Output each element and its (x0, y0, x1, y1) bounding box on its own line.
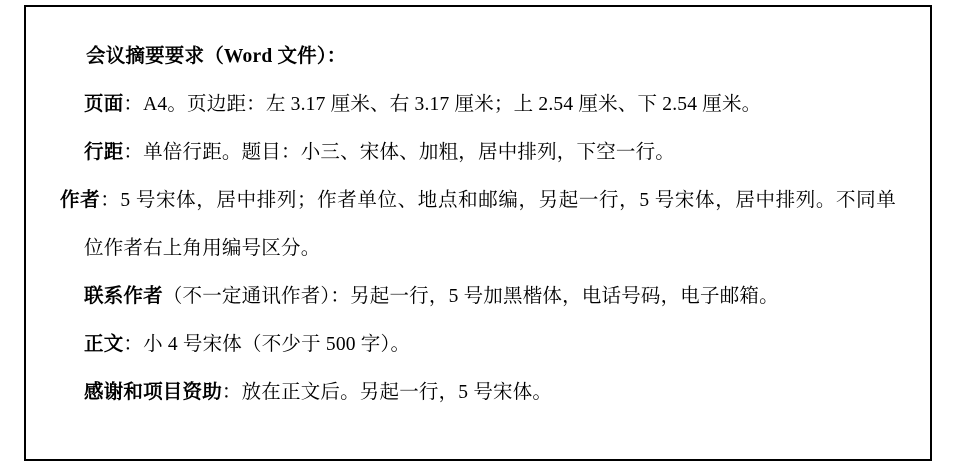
contact-author-spec-line: 联系作者（不一定通讯作者）：另起一行，5 号加黑楷体，电话号码，电子邮箱。 (84, 286, 779, 307)
requirements-box (24, 5, 932, 461)
body-text-spec-line: 正文：小 4 号宋体（不少于 500 字）。 (84, 334, 411, 355)
requirements-title: 会议摘要要求（Word 文件）： (86, 46, 347, 67)
spec-label: 正文 (84, 334, 124, 355)
spec-label: 联系作者 (84, 286, 163, 307)
page-spec-line: 页面：A4。页边距：左 3.17 厘米、右 3.17 厘米；上 2.54 厘米、下 2.54 厘米。 (84, 94, 762, 115)
author-spec-line: 作者：5 号宋体，居中排列；作者单位、地点和邮编，另起一行，5 号宋体，居中排列。不同单位作者右上角用编号区分。 (60, 190, 896, 259)
acknowledgement-spec-line: 感谢和项目资助：放在正文后。另起一行，5 号宋体。 (84, 382, 553, 403)
spec-label: 行距 (84, 142, 124, 163)
line-spacing-spec-line: 行距：单倍行距。题目：小三、宋体、加粗，居中排列，下空一行。 (84, 142, 676, 163)
spec-label: 页面 (84, 94, 124, 115)
spec-label: 作者 (60, 190, 101, 211)
requirements-content (60, 33, 896, 417)
spec-label: 感谢和项目资助 (84, 382, 222, 403)
